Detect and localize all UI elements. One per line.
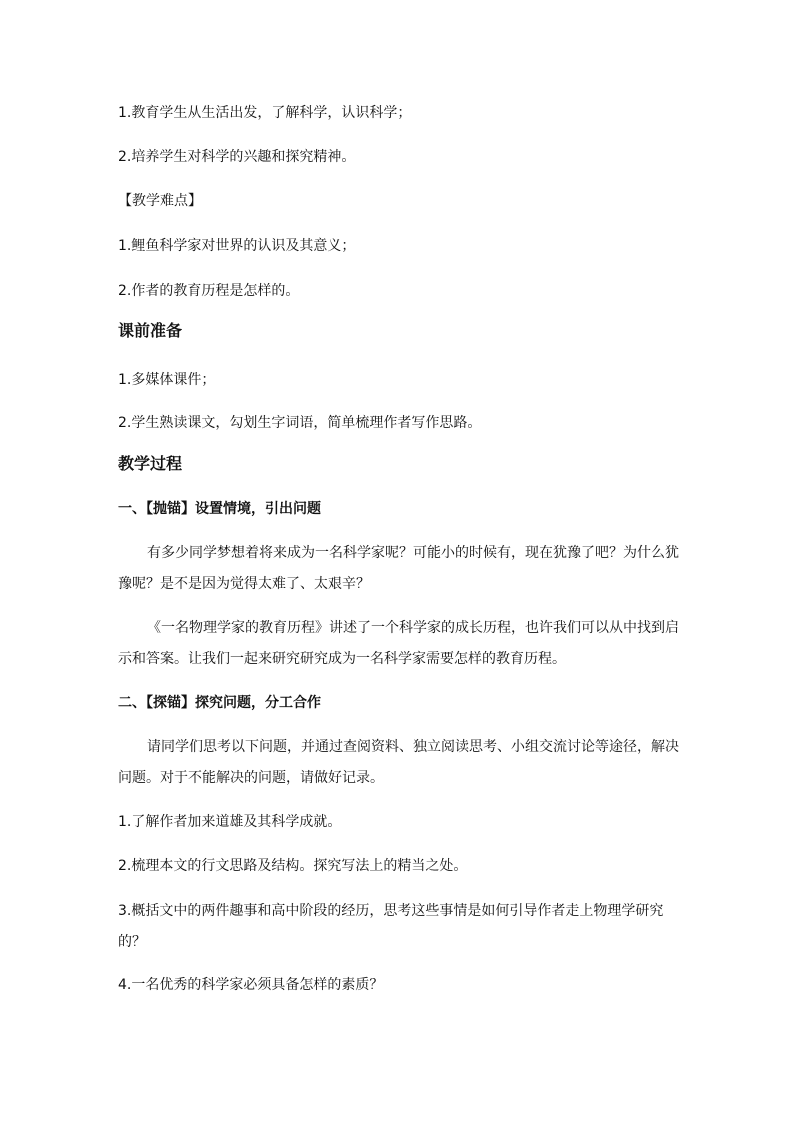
section-1-paragraph-1-line-2: 豫呢？是不是因为觉得太难了、太艰辛？ — [118, 576, 370, 592]
section-2-item-4: 4.一名优秀的科学家必须具备怎样的素质？ — [118, 977, 384, 993]
section-2-item-1: 1.了解作者加来道雄及其科学成就。 — [118, 814, 342, 830]
difficulty-item-2: 2.作者的教育历程是怎样的。 — [118, 283, 300, 299]
preparation-item-2: 2.学生熟读课文，勾划生字词语，简单梳理作者写作思路。 — [118, 415, 482, 431]
section-2-paragraph-1-line-1: 请同学们思考以下问题，并通过查阅资料、独立阅读思考、小组交流讨论等途径，解决 — [147, 739, 679, 755]
section-2-item-3-line-2: 的？ — [118, 934, 146, 950]
goal-item-2: 2.培养学生对科学的兴趣和探究精神。 — [118, 149, 356, 165]
section-1-title: 一、【抛锚】设置情境，引出问题 — [118, 501, 321, 517]
preparation-item-1: 1.多媒体课件； — [118, 372, 216, 388]
difficulty-item-1: 1.鲤鱼科学家对世界的认识及其意义； — [118, 238, 356, 254]
goal-item-1: 1.教育学生从生活出发，了解科学，认识科学； — [118, 105, 412, 121]
section-2-title: 二、【探锚】探究问题，分工合作 — [118, 695, 321, 711]
section-2-item-2: 2.梳理本文的行文思路及结构。探究写法上的精当之处。 — [118, 858, 468, 874]
section-2-paragraph-1-line-2: 问题。对于不能解决的问题，请做好记录。 — [118, 770, 384, 786]
section-1-paragraph-1-line-1: 有多少同学梦想着将来成为一名科学家呢？可能小的时候有，现在犹豫了吧？为什么犹 — [147, 545, 679, 561]
section-1-paragraph-2-line-2: 示和答案。让我们一起来研究研究成为一名科学家需要怎样的教育历程。 — [118, 651, 566, 667]
difficulties-label: 【教学难点】 — [118, 193, 202, 209]
section-2-item-3-line-1: 3.概括文中的两件趣事和高中阶段的经历，思考这些事情是如何引导作者走上物理学研究 — [118, 903, 664, 919]
section-1-paragraph-2-line-1: 《一名物理学家的教育历程》讲述了一个科学家的成长历程，也许我们可以从中找到启 — [147, 620, 679, 636]
preparation-title: 课前准备 — [118, 321, 183, 340]
process-title: 教学过程 — [118, 454, 183, 473]
